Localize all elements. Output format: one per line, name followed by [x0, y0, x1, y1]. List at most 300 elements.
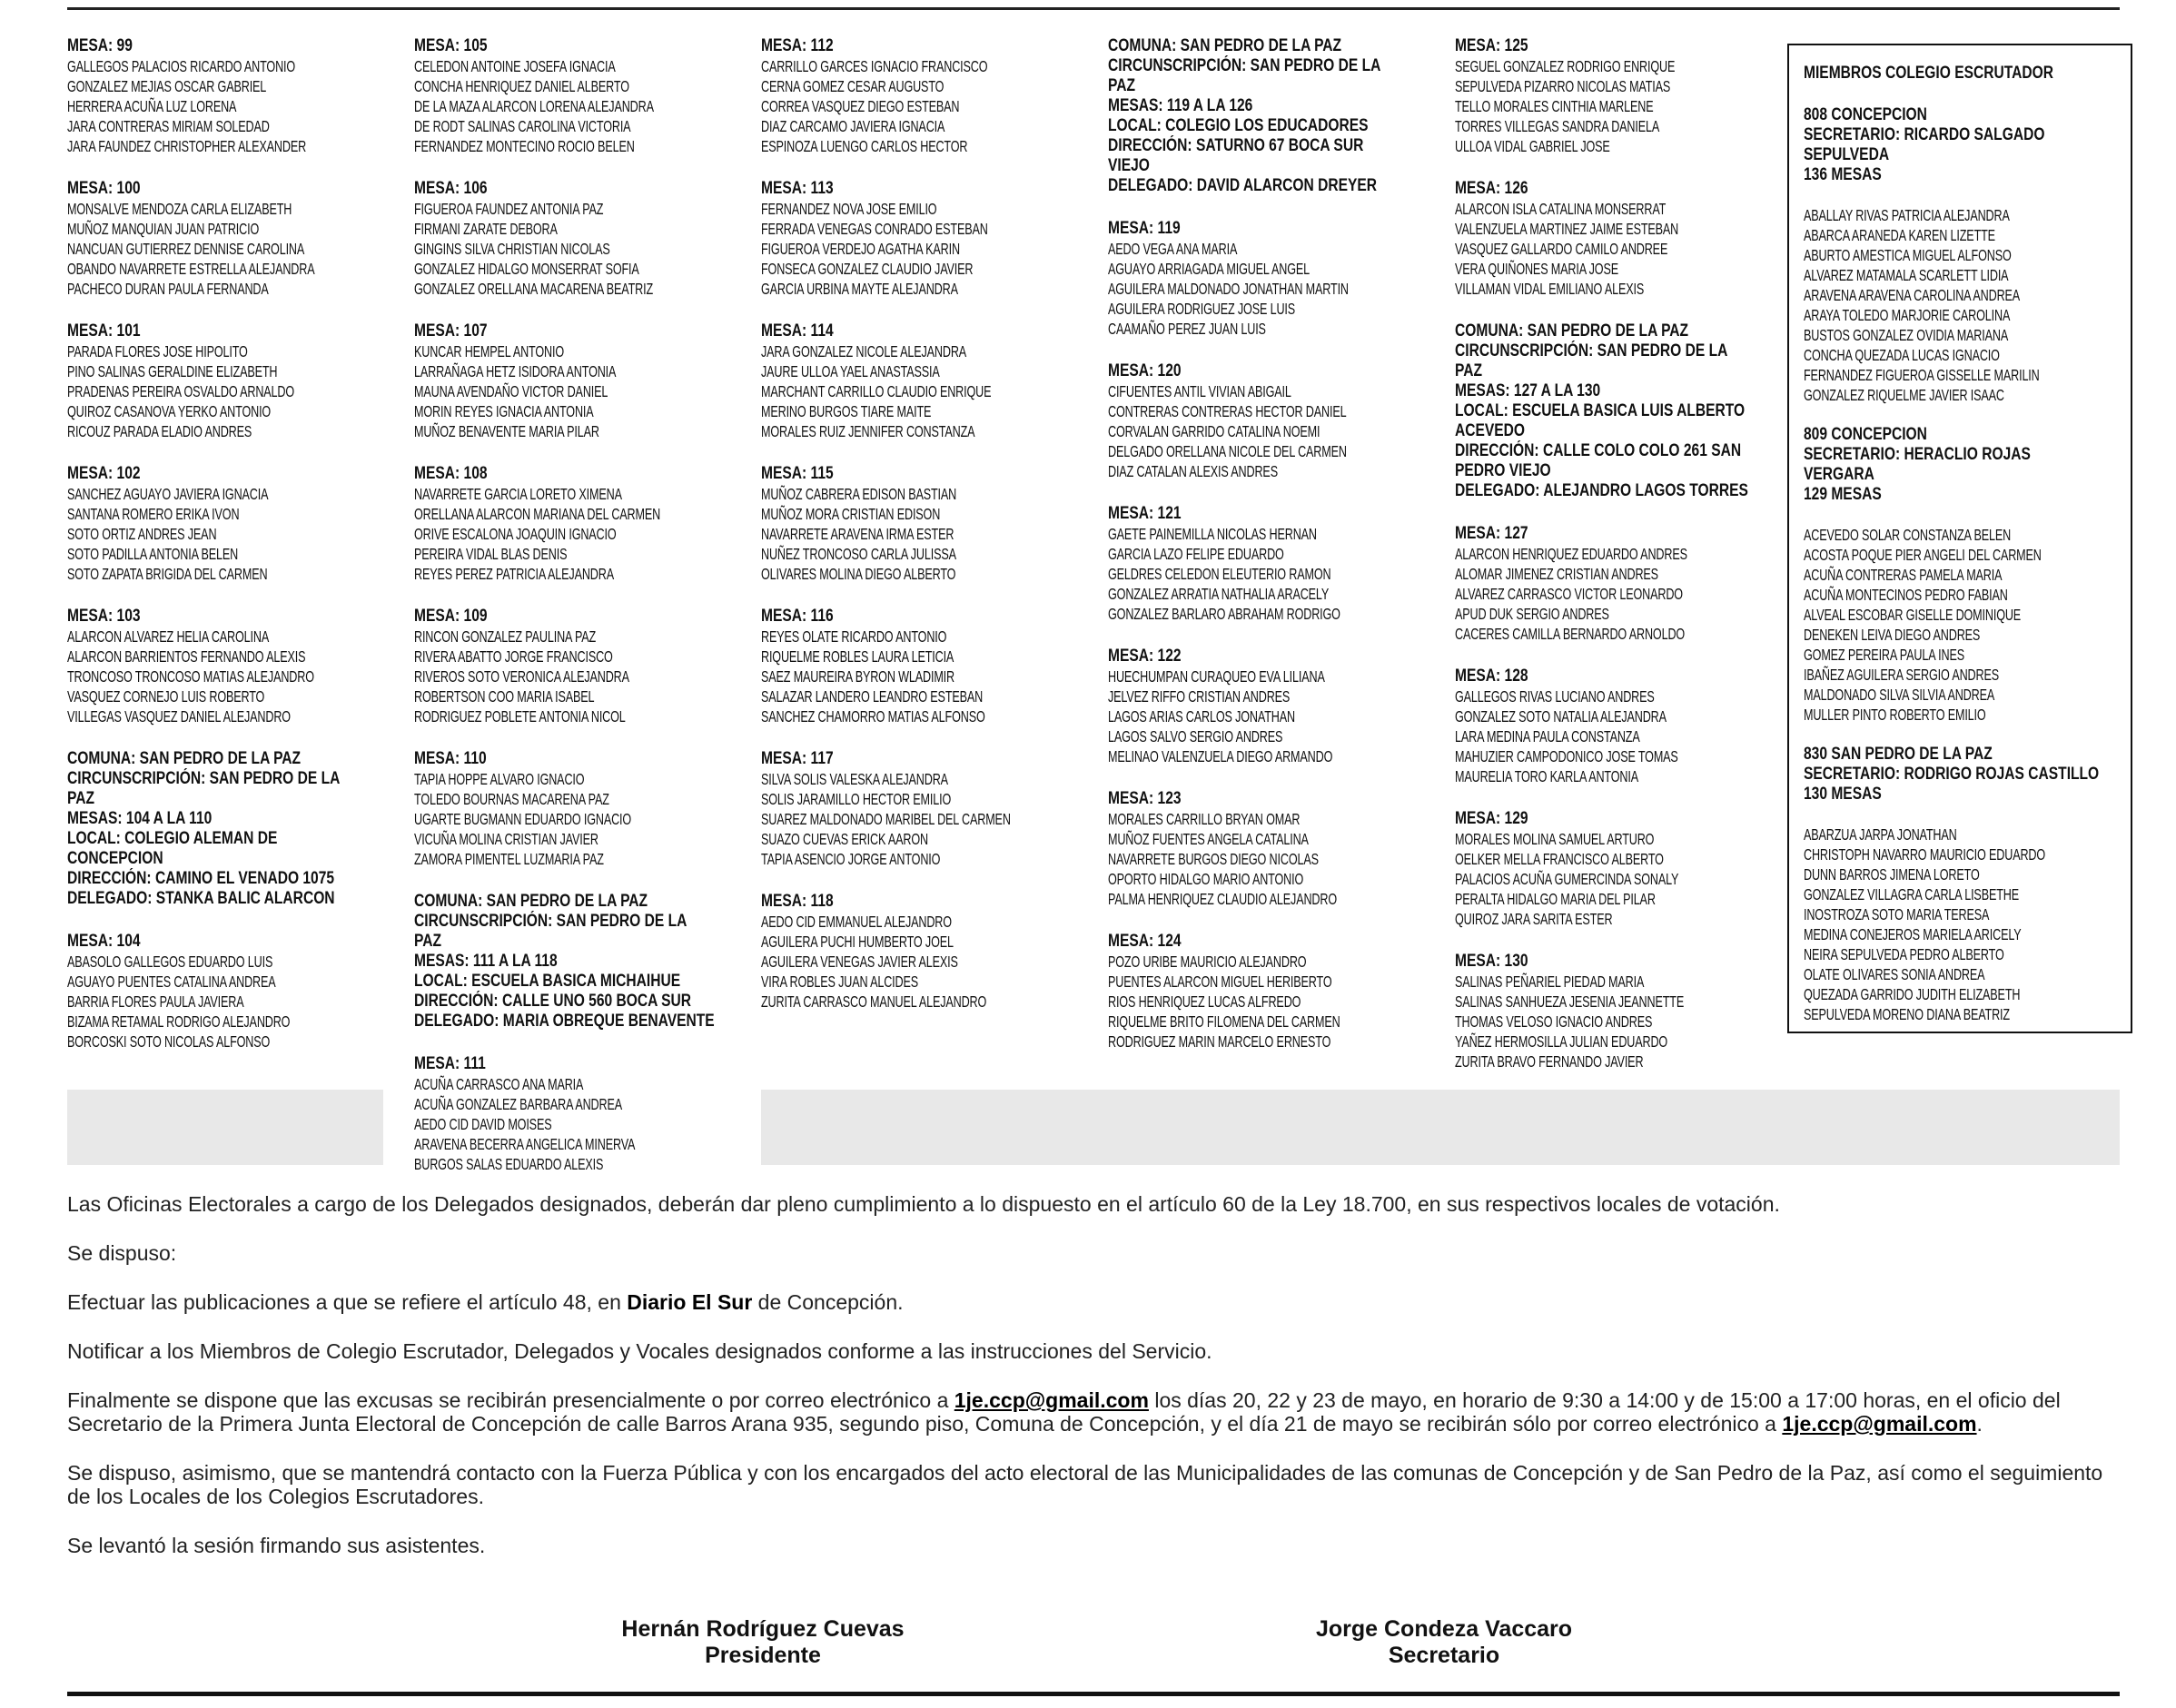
mesa-member: MARCHANT CARRILLO CLAUDIO ENRIQUE: [761, 382, 992, 400]
mesa-member-list: [761, 912, 1097, 1012]
colegio-member: ABURTO AMESTICA MIGUEL ALFONSO: [1804, 246, 2012, 264]
comuna-header-block: [67, 749, 403, 909]
mesa-member: SILVA SOLIS VALESKA ALEJANDRA: [761, 770, 948, 788]
mesa-member: MELINAO VALENZUELA DIEGO ARMANDO: [1108, 747, 1333, 765]
mesa-member: BURGOS SALAS EDUARDO ALEXIS: [414, 1155, 604, 1173]
mesa-member: SALINAS PEÑARIEL PIEDAD MARIA: [1455, 972, 1645, 991]
comuna-line: CONCEPCION: [67, 849, 163, 868]
mesa-block: [1108, 789, 1444, 909]
mesa-member: BIZAMA RETAMAL RODRIGO ALEJANDRO: [67, 1012, 291, 1031]
mesa-block: [761, 179, 1097, 299]
mesa-member-list: [414, 56, 750, 156]
comuna-line: DIRECCIÓN: CAMINO EL VENADO 1075: [67, 869, 335, 888]
mesa-block: [1455, 179, 1780, 299]
mesa-block: [761, 36, 1097, 156]
mesa-member: GARCIA LAZO FELIPE EDUARDO: [1108, 545, 1284, 563]
mesa-member: BORCOSKI SOTO NICOLAS ALFONSO: [67, 1032, 271, 1051]
mesa-heading: MESA: 100: [67, 179, 141, 198]
column-2: [414, 36, 761, 1197]
mesa-heading: MESA: 107: [414, 321, 488, 341]
mesa-member: RIVEROS SOTO VERONICA ALEJANDRA: [414, 667, 629, 686]
colegio-section-line: 130 MESAS: [1804, 785, 1882, 804]
comuna-header-block: [414, 892, 750, 1032]
mesa-block: [761, 464, 1097, 584]
colegio-section-line: 830 SAN PEDRO DE LA PAZ: [1804, 745, 1993, 764]
comuna-line: DELEGADO: ALEJANDRO LAGOS TORRES: [1455, 481, 1748, 500]
mesa-member: BARRIA FLORES PAULA JAVIERA: [67, 992, 244, 1011]
mesa-member-list: [414, 627, 750, 726]
colegio-member: BUSTOS GONZALEZ OVIDIA MARIANA: [1804, 326, 2009, 344]
mesa-member: ORIVE ESCALONA JOAQUIN IGNACIO: [414, 525, 617, 543]
mesa-block: [67, 932, 403, 1051]
mesa-member: SANTANA ROMERO ERIKA IVON: [67, 505, 240, 523]
mesa-member: SALINAS SANHUEZA JESENIA JEANNETTE: [1455, 992, 1685, 1011]
mesa-member: MORALES MOLINA SAMUEL ARTURO: [1455, 830, 1655, 848]
colegio-member-list: [1804, 205, 2116, 405]
mesa-heading: MESA: 126: [1455, 179, 1528, 198]
mesa-member: MUÑOZ MORA CRISTIAN EDISON: [761, 505, 941, 523]
mesa-member: OBANDO NAVARRETE ESTRELLA ALEJANDRA: [67, 260, 315, 278]
mesa-member: RIOS HENRIQUEZ LUCAS ALFREDO: [1108, 992, 1301, 1011]
mesa-member: DIAZ CARCAMO JAVIERA IGNACIA: [761, 117, 945, 135]
colegio-member: MALDONADO SILVA SILVIA ANDREA: [1804, 686, 1995, 704]
mesa-member: MAUNA AVENDAÑO VICTOR DANIEL: [414, 382, 608, 400]
mesa-heading: MESA: 118: [761, 892, 834, 911]
mesa-member-list: [1108, 381, 1444, 481]
colegio-member: ABARCA ARANEDA KAREN LIZETTE: [1804, 226, 1995, 244]
mesa-member: POZO URIBE MAURICIO ALEJANDRO: [1108, 953, 1307, 971]
mesa-member: ZAMORA PIMENTEL LUZMARIA PAZ: [414, 850, 604, 868]
mesa-member: FERNANDEZ MONTECINO ROCIO BELEN: [414, 137, 635, 155]
mesa-member-list: [67, 627, 403, 726]
mesa-member-list: [67, 199, 403, 299]
comuna-line: DIRECCIÓN: CALLE COLO COLO 261 SAN: [1455, 441, 1742, 460]
mesa-member: SANCHEZ AGUAYO JAVIERA IGNACIA: [67, 485, 269, 503]
mesa-member: TRONCOSO TRONCOSO MATIAS ALEJANDRO: [67, 667, 314, 686]
mesa-member: HUECHUMPAN CURAQUEO EVA LILIANA: [1108, 667, 1325, 686]
mesa-member: PALACIOS ACUÑA GUMERCINDA SONALY: [1455, 870, 1679, 888]
mesa-member: PUENTES ALARCON MIGUEL HERIBERTO: [1108, 972, 1332, 991]
mesa-member: TORRES VILLEGAS SANDRA DANIELA: [1455, 117, 1660, 135]
mesa-member: PERALTA HIDALGO MARIA DEL PILAR: [1455, 890, 1656, 908]
comuna-line: LOCAL: COLEGIO ALEMAN DE: [67, 829, 278, 848]
newspaper-name: Diario El Sur: [627, 1290, 753, 1314]
colegio-title: MIEMBROS COLEGIO ESCRUTADOR: [1804, 64, 2053, 83]
mesa-member: SUAREZ MALDONADO MARIBEL DEL CARMEN: [761, 810, 1011, 828]
paragraph-levanto: Se levantó la sesión firmando sus asistentes.: [67, 1534, 486, 1557]
mesa-member: MONSALVE MENDOZA CARLA ELIZABETH: [67, 200, 292, 218]
mesa-member: CORVALAN GARRIDO CATALINA NOEMI: [1108, 422, 1320, 440]
mesa-member: AGUILERA VENEGAS JAVIER ALEXIS: [761, 953, 958, 971]
mesa-member: ULLOA VIDAL GABRIEL JOSE: [1455, 137, 1610, 155]
colegio-member: FERNANDEZ FIGUEROA GISSELLE MARILIN: [1804, 366, 2040, 384]
mesa-member: CELEDON ANTOINE JOSEFA IGNACIA: [414, 57, 616, 75]
mesa-member-list: [761, 341, 1097, 441]
mesa-member-list: [1455, 972, 1780, 1071]
mesa-member-list: [761, 56, 1097, 156]
mesa-member: AGUAYO PUENTES CATALINA ANDREA: [67, 972, 276, 991]
mesa-member-list: [761, 199, 1097, 299]
comuna-line: COMUNA: SAN PEDRO DE LA PAZ: [414, 892, 648, 911]
mesa-heading: MESA: 109: [414, 607, 488, 626]
mesa-member: DIAZ CATALAN ALEXIS ANDRES: [1108, 462, 1278, 480]
mesa-block: [67, 179, 403, 299]
mesa-member: PACHECO DURAN PAULA FERNANDA: [67, 280, 269, 298]
top-rule: [67, 7, 2120, 10]
mesa-member: AEDO VEGA ANA MARIA: [1108, 240, 1238, 258]
comuna-line: MESAS: 119 A LA 126: [1108, 96, 1253, 115]
mesa-member-list: [414, 769, 750, 869]
mesa-block: [414, 179, 750, 299]
signature-role: Secretario: [1388, 1643, 1500, 1668]
mesa-heading: MESA: 103: [67, 607, 141, 626]
mesa-member: GARCIA URBINA MAYTE ALEJANDRA: [761, 280, 958, 298]
mesa-heading: MESA: 108: [414, 464, 488, 483]
mesa-member: CARRILLO GARCES IGNACIO FRANCISCO: [761, 57, 988, 75]
mesa-member: JELVEZ RIFFO CRISTIAN ANDRES: [1108, 687, 1291, 706]
mesa-block: [414, 321, 750, 441]
mesa-member: CONCHA HENRIQUEZ DANIEL ALBERTO: [414, 77, 629, 95]
mesa-heading: MESA: 113: [761, 179, 834, 198]
mesa-member: RODRIGUEZ MARIN MARCELO ERNESTO: [1108, 1032, 1331, 1051]
mesa-member: VILLEGAS VASQUEZ DANIEL ALEJANDRO: [67, 707, 291, 726]
mesa-heading: MESA: 130: [1455, 952, 1528, 971]
mesa-member: CONTRERAS CONTRERAS HECTOR DANIEL: [1108, 402, 1347, 420]
mesa-member: GONZALEZ MEJIAS OSCAR GABRIEL: [67, 77, 267, 95]
mesa-block: [1108, 504, 1444, 624]
mesa-member: VASQUEZ GALLARDO CAMILO ANDREE: [1455, 240, 1668, 258]
mesa-member: ALVAREZ CARRASCO VICTOR LEONARDO: [1455, 585, 1683, 603]
mesa-member: UGARTE BUGMANN EDUARDO IGNACIO: [414, 810, 632, 828]
mesa-heading: MESA: 106: [414, 179, 488, 198]
mesa-member-list: [414, 341, 750, 441]
mesa-member: SOTO ZAPATA BRIGIDA DEL CARMEN: [67, 565, 268, 583]
mesa-member: SOLIS JARAMILLO HECTOR EMILIO: [761, 790, 952, 808]
mesa-member: RICOUZ PARADA ELADIO ANDRES: [67, 422, 252, 440]
mesa-block: [1108, 219, 1444, 339]
comuna-line: DIRECCIÓN: CALLE UNO 560 BOCA SUR: [414, 992, 692, 1011]
mesa-member: VASQUEZ CORNEJO LUIS ROBERTO: [67, 687, 265, 706]
mesa-block: [761, 321, 1097, 441]
mesa-member: ALOMAR JIMENEZ CRISTIAN ANDRES: [1455, 565, 1658, 583]
mesa-member: PALMA HENRIQUEZ CLAUDIO ALEJANDRO: [1108, 890, 1337, 908]
mesa-member: NAVARRETE GARCIA LORETO XIMENA: [414, 485, 622, 503]
mesa-block: [761, 607, 1097, 726]
colegio-member: MULLER PINTO ROBERTO EMILIO: [1804, 706, 1986, 724]
comuna-line: DELEGADO: STANKA BALIC ALARCON: [67, 889, 335, 908]
mesa-member: RIVERA ABATTO JORGE FRANCISCO: [414, 647, 613, 666]
mesa-member: TAPIA ASENCIO JORGE ANTONIO: [761, 850, 941, 868]
mesa-member: MAHUZIER CAMPODONICO JOSE TOMAS: [1455, 747, 1678, 765]
mesa-member: LAGOS ARIAS CARLOS JONATHAN: [1108, 707, 1295, 726]
mesa-heading: MESA: 117: [761, 749, 834, 768]
colegio-section-line: SECRETARIO: RODRIGO ROJAS CASTILLO: [1804, 765, 2100, 784]
mesa-block: [1455, 809, 1780, 929]
colegio-member: MEDINA CONEJEROS MARIELA ARICELY: [1804, 925, 2022, 943]
mesa-member: GINGINS SILVA CHRISTIAN NICOLAS: [414, 240, 610, 258]
mesa-member-list: [1108, 952, 1444, 1051]
mesa-member-list: [1108, 524, 1444, 624]
mesa-member: GONZALEZ BARLARO ABRAHAM RODRIGO: [1108, 605, 1340, 623]
comuna-line: PAZ: [1108, 76, 1136, 95]
colegio-member: SEPULVEDA MORENO DIANA BEATRIZ: [1804, 1005, 2010, 1023]
mesa-heading: MESA: 119: [1108, 219, 1181, 238]
mesa-member: ACUÑA CARRASCO ANA MARIA: [414, 1075, 584, 1093]
mesa-member: ALARCON HENRIQUEZ EDUARDO ANDRES: [1455, 545, 1687, 563]
mesa-member: NUÑEZ TRONCOSO CARLA JULISSA: [761, 545, 956, 563]
mesa-block: [761, 749, 1097, 869]
mesa-heading: MESA: 116: [761, 607, 834, 626]
mesa-member: DE LA MAZA ALARCON LORENA ALEJANDRA: [414, 97, 654, 115]
mesa-member: CACERES CAMILLA BERNARDO ARNOLDO: [1455, 625, 1686, 643]
mesa-member: FERRADA VENEGAS CONRADO ESTEBAN: [761, 220, 988, 238]
mesa-member-list: [761, 769, 1097, 869]
mesa-member-list: [67, 484, 403, 584]
colegio-member: ABALLAY RIVAS PATRICIA ALEJANDRA: [1804, 206, 2010, 224]
comuna-line: ACEVEDO: [1455, 421, 1526, 440]
comuna-line: DELEGADO: DAVID ALARCON DREYER: [1108, 176, 1378, 195]
comuna-line: CIRCUNSCRIPCIÓN: SAN PEDRO DE LA: [67, 769, 341, 788]
colegio-member: ACUÑA MONTECINOS PEDRO FABIAN: [1804, 586, 2008, 604]
mesa-member-list: [761, 627, 1097, 726]
mesa-member: ORELLANA ALARCON MARIANA DEL CARMEN: [414, 505, 661, 523]
mesa-block: [414, 607, 750, 726]
mesa-member: LARRAÑAGA HETZ ISIDORA ANTONIA: [414, 362, 617, 380]
mesa-member: FIGUEROA FAUNDEZ ANTONIA PAZ: [414, 200, 604, 218]
mesa-member: SUAZO CUEVAS ERICK AARON: [761, 830, 928, 848]
mesa-member: ZURITA BRAVO FERNANDO JAVIER: [1455, 1052, 1644, 1071]
mesa-member: ABASOLO GALLEGOS EDUARDO LUIS: [67, 953, 273, 971]
mesa-block: [1455, 524, 1780, 644]
mesa-member: PINO SALINAS GERALDINE ELIZABETH: [67, 362, 278, 380]
mesa-member-list: [414, 484, 750, 584]
mesa-member: MUÑOZ FUENTES ANGELA CATALINA: [1108, 830, 1309, 848]
mesa-member-list: [1455, 829, 1780, 929]
comuna-line: COMUNA: SAN PEDRO DE LA PAZ: [1108, 36, 1342, 55]
mesa-member: MERINO BURGOS TIARE MAITE: [761, 402, 932, 420]
mesa-member: AEDO CID DAVID MOISES: [414, 1115, 552, 1133]
mesa-block: [414, 36, 750, 156]
mesa-block: [1108, 361, 1444, 481]
mesa-member: MUÑOZ BENAVENTE MARIA PILAR: [414, 422, 599, 440]
mesa-member: ACUÑA GONZALEZ BARBARA ANDREA: [414, 1095, 622, 1113]
comuna-line: COMUNA: SAN PEDRO DE LA PAZ: [67, 749, 302, 768]
email-link[interactable]: 1je.ccp@gmail.com: [954, 1388, 1149, 1412]
mesa-heading: MESA: 123: [1108, 789, 1182, 808]
colegio-member: DUNN BARROS JIMENA LORETO: [1804, 865, 1980, 884]
mesa-member: THOMAS VELOSO IGNACIO ANDRES: [1455, 1012, 1653, 1031]
comuna-line: LOCAL: COLEGIO LOS EDUCADORES: [1108, 116, 1369, 135]
column-4: [1108, 36, 1455, 1197]
mesa-member: KUNCAR HEMPEL ANTONIO: [414, 342, 565, 360]
mesa-block: [67, 607, 403, 726]
mesa-heading: MESA: 124: [1108, 932, 1182, 951]
mesa-member-list: [761, 484, 1097, 584]
comuna-header-block: [1108, 36, 1444, 196]
paragraph-notificar: Notificar a los Miembros de Colegio Escrutador, Delegados y Vocales designados conforme a las instrucciones del Servicio.: [67, 1339, 1212, 1363]
mesa-member: CAAMAÑO PEREZ JUAN LUIS: [1108, 320, 1266, 338]
mesa-block: [761, 892, 1097, 1012]
mesa-member: HERRERA ACUÑA LUZ LORENA: [67, 97, 237, 115]
mesa-block: [414, 1054, 750, 1174]
mesa-member: SANCHEZ CHAMORRO MATIAS ALFONSO: [761, 707, 985, 726]
mesa-member: SOTO PADILLA ANTONIA BELEN: [67, 545, 239, 563]
mesa-heading: MESA: 128: [1455, 666, 1528, 686]
mesa-heading: MESA: 105: [414, 36, 488, 55]
column-1: [67, 36, 414, 1197]
mesa-member: PEREIRA VIDAL BLAS DENIS: [414, 545, 568, 563]
mesa-member: MORALES RUIZ JENNIFER CONSTANZA: [761, 422, 975, 440]
colegio-member: ACOSTA POQUE PIER ANGELI DEL CARMEN: [1804, 546, 2042, 564]
mesa-member: OPORTO HIDALGO MARIO ANTONIO: [1108, 870, 1304, 888]
mesa-member: VILLAMAN VIDAL EMILIANO ALEXIS: [1455, 280, 1645, 298]
mesa-heading: MESA: 99: [67, 36, 133, 55]
signature-secretario: [1244, 1616, 1644, 1669]
mesa-member: CORREA VASQUEZ DIEGO ESTEBAN: [761, 97, 960, 115]
colegio-member: INOSTROZA SOTO MARIA TERESA: [1804, 905, 1990, 923]
mesa-member-list: [1108, 809, 1444, 909]
colegio-section-line: 809 CONCEPCION: [1804, 425, 1927, 444]
mesa-heading: MESA: 122: [1108, 647, 1182, 666]
colegio-member: ARAVENA ARAVENA CAROLINA ANDREA: [1804, 286, 2021, 304]
colegio-member-list: [1804, 824, 2116, 1024]
mesa-member-list: [1455, 686, 1780, 786]
comuna-line: CIRCUNSCRIPCIÓN: SAN PEDRO DE LA: [414, 912, 687, 931]
paragraph-oficinas: Las Oficinas Electorales a cargo de los Delegados designados, deberán dar pleno cumplimiento a lo dispuesto en el artículo 60 de la Ley 18.700, en sus respectivos locales de votación.: [67, 1192, 1780, 1216]
mesa-member-list: [1455, 199, 1780, 299]
mesa-member: ALARCON BARRIENTOS FERNANDO ALEXIS: [67, 647, 306, 666]
colegio-member: OLATE OLIVARES SONIA ANDREA: [1804, 965, 1985, 983]
mesa-block: [1455, 36, 1780, 156]
signature-presidente: [563, 1616, 963, 1669]
mesa-member: SEGUEL GONZALEZ RODRIGO ENRIQUE: [1455, 57, 1676, 75]
mesa-heading: MESA: 102: [67, 464, 141, 483]
mesa-member-list: [414, 1074, 750, 1174]
colegio-member: ACEVEDO SOLAR CONSTANZA BELEN: [1804, 526, 2012, 544]
colegio-member: ALVAREZ MATAMALA SCARLETT LIDIA: [1804, 266, 2009, 284]
mesa-member: GONZALEZ SOTO NATALIA ALEJANDRA: [1455, 707, 1667, 726]
colegio-member: IBAÑEZ AGUILERA SERGIO ANDRES: [1804, 666, 1999, 684]
mesa-member: NANCUAN GUTIERREZ DENNISE CAROLINA: [67, 240, 305, 258]
mesa-heading: MESA: 115: [761, 464, 834, 483]
comuna-line: MESAS: 111 A LA 118: [414, 952, 558, 971]
mesa-heading: MESA: 121: [1108, 504, 1182, 523]
mesa-heading: MESA: 125: [1455, 36, 1528, 55]
mesa-member: MAURELIA TORO KARLA ANTONIA: [1455, 767, 1638, 785]
mesa-block: [1455, 666, 1780, 786]
comuna-line: DIRECCIÓN: SATURNO 67 BOCA SUR: [1108, 136, 1364, 155]
mesa-member: LARA MEDINA PAULA CONSTANZA: [1455, 727, 1640, 745]
mesa-member: AEDO CID EMMANUEL ALEJANDRO: [761, 913, 952, 931]
mesa-member: FIRMANI ZARATE DEBORA: [414, 220, 558, 238]
mesa-member: GALLEGOS PALACIOS RICARDO ANTONIO: [67, 57, 296, 75]
mesa-member: TELLO MORALES CINTHIA MARLENE: [1455, 97, 1654, 115]
mesa-member: VICUÑA MOLINA CRISTIAN JAVIER: [414, 830, 598, 848]
mesa-member: SOTO ORTIZ ANDRES JEAN: [67, 525, 217, 543]
gray-filler-left: [67, 1090, 383, 1165]
mesa-member-list: [1455, 544, 1780, 644]
mesa-member: SALAZAR LANDERO LEANDRO ESTEBAN: [761, 687, 984, 706]
mesa-member: NAVARRETE BURGOS DIEGO NICOLAS: [1108, 850, 1319, 868]
colegio-member-list: [1804, 525, 2116, 725]
mesa-member-list: [414, 199, 750, 299]
mesa-block: [414, 749, 750, 869]
comuna-line: VIEJO: [1108, 156, 1150, 175]
mesa-member: PRADENAS PEREIRA OSVALDO ARNALDO: [67, 382, 295, 400]
colegio-member: CONCHA QUEZADA LUCAS IGNACIO: [1804, 346, 2000, 364]
mesa-member: AGUILERA MALDONADO JONATHAN MARTIN: [1108, 280, 1349, 298]
colegio-section-line: SECRETARIO: RICARDO SALGADO: [1804, 125, 2045, 144]
mesa-block: [67, 321, 403, 441]
mesa-member: GALLEGOS RIVAS LUCIANO ANDRES: [1455, 687, 1655, 706]
email-link-2[interactable]: 1je.ccp@gmail.com: [1782, 1412, 1977, 1436]
colegio-member: DENEKEN LEIVA DIEGO ANDRES: [1804, 626, 1981, 644]
mesa-heading: MESA: 104: [67, 932, 141, 951]
mesa-block: [1108, 647, 1444, 766]
mesa-member: QUIROZ CASANOVA YERKO ANTONIO: [67, 402, 272, 420]
mesa-block: [1108, 932, 1444, 1051]
mesa-heading: MESA: 101: [67, 321, 141, 341]
comuna-line: LOCAL: ESCUELA BASICA MICHAIHUE: [414, 972, 681, 991]
mesa-member: YAÑEZ HERMOSILLA JULIAN EDUARDO: [1455, 1032, 1668, 1051]
comuna-line: CIRCUNSCRIPCIÓN: SAN PEDRO DE LA: [1108, 56, 1381, 75]
mesa-member: REYES OLATE RICARDO ANTONIO: [761, 627, 947, 646]
mesa-member: RINCON GONZALEZ PAULINA PAZ: [414, 627, 597, 646]
mesa-member: FONSECA GONZALEZ CLAUDIO JAVIER: [761, 260, 974, 278]
gray-filler-right: [761, 1090, 2120, 1165]
mesa-heading: MESA: 127: [1455, 524, 1528, 543]
mesa-member: AGUAYO ARRIAGADA MIGUEL ANGEL: [1108, 260, 1310, 278]
mesa-member: VALENZUELA MARTINEZ JAIME ESTEBAN: [1455, 220, 1679, 238]
mesa-member: GONZALEZ HIDALGO MONSERRAT SOFIA: [414, 260, 639, 278]
paragraph-publicaciones: Efectuar las publicaciones a que se refiere el artículo 48, en Diario El Sur de Concepción.: [67, 1290, 904, 1314]
mesa-heading: MESA: 111: [414, 1054, 486, 1073]
mesa-member: TAPIA HOPPE ALVARO IGNACIO: [414, 770, 585, 788]
colegio-member: GONZALEZ RIQUELME JAVIER ISAAC: [1804, 386, 2004, 404]
colegio-member: QUEZADA GARRIDO JUDITH ELIZABETH: [1804, 985, 2021, 1003]
mesa-member: QUIROZ JARA SARITA ESTER: [1455, 910, 1613, 928]
mesa-member: FERNANDEZ NOVA JOSE EMILIO: [761, 200, 937, 218]
mesa-member: OELKER MELLA FRANCISCO ALBERTO: [1455, 850, 1664, 868]
mesa-member: DE RODT SALINAS CAROLINA VICTORIA: [414, 117, 631, 135]
comuna-line: LOCAL: ESCUELA BASICA LUIS ALBERTO: [1455, 401, 1746, 420]
comuna-line: PAZ: [1455, 361, 1483, 380]
mesa-member: CERNA GOMEZ CESAR AUGUSTO: [761, 77, 945, 95]
mesa-member: GELDRES CELEDON ELEUTERIO RAMON: [1108, 565, 1331, 583]
comuna-line: CIRCUNSCRIPCIÓN: SAN PEDRO DE LA: [1455, 341, 1728, 360]
comuna-line: PAZ: [67, 789, 95, 808]
mesa-heading: MESA: 110: [414, 749, 487, 768]
mesa-member: GONZALEZ ARRATIA NATHALIA ARACELY: [1108, 585, 1330, 603]
comuna-line: MESAS: 104 A LA 110: [67, 809, 213, 828]
comuna-line: MESAS: 127 A LA 130: [1455, 381, 1601, 400]
mesa-member: JARA FAUNDEZ CHRISTOPHER ALEXANDER: [67, 137, 307, 155]
mesa-member: JARA CONTRERAS MIRIAM SOLEDAD: [67, 117, 270, 135]
colegio-member: ALVEAL ESCOBAR GISELLE DOMINIQUE: [1804, 606, 2022, 624]
mesa-member: ALARCON ALVAREZ HELIA CAROLINA: [67, 627, 270, 646]
colegio-section: [1804, 105, 2116, 405]
signature-role: Presidente: [705, 1643, 821, 1668]
mesa-member: ZURITA CARRASCO MANUEL ALEJANDRO: [761, 992, 987, 1011]
comuna-header-block: [1455, 321, 1780, 501]
colegio-section-line: 136 MESAS: [1804, 165, 1882, 184]
mesa-member: ESPINOZA LUENGO CARLOS HECTOR: [761, 137, 968, 155]
mesa-member-list: [1108, 239, 1444, 339]
comuna-line: PEDRO VIEJO: [1455, 461, 1551, 480]
mesa-member: NAVARRETE ARAVENA IRMA ESTER: [761, 525, 954, 543]
mesa-member: DELGADO ORELLANA NICOLE DEL CARMEN: [1108, 442, 1347, 460]
mesa-member-list: [67, 341, 403, 441]
